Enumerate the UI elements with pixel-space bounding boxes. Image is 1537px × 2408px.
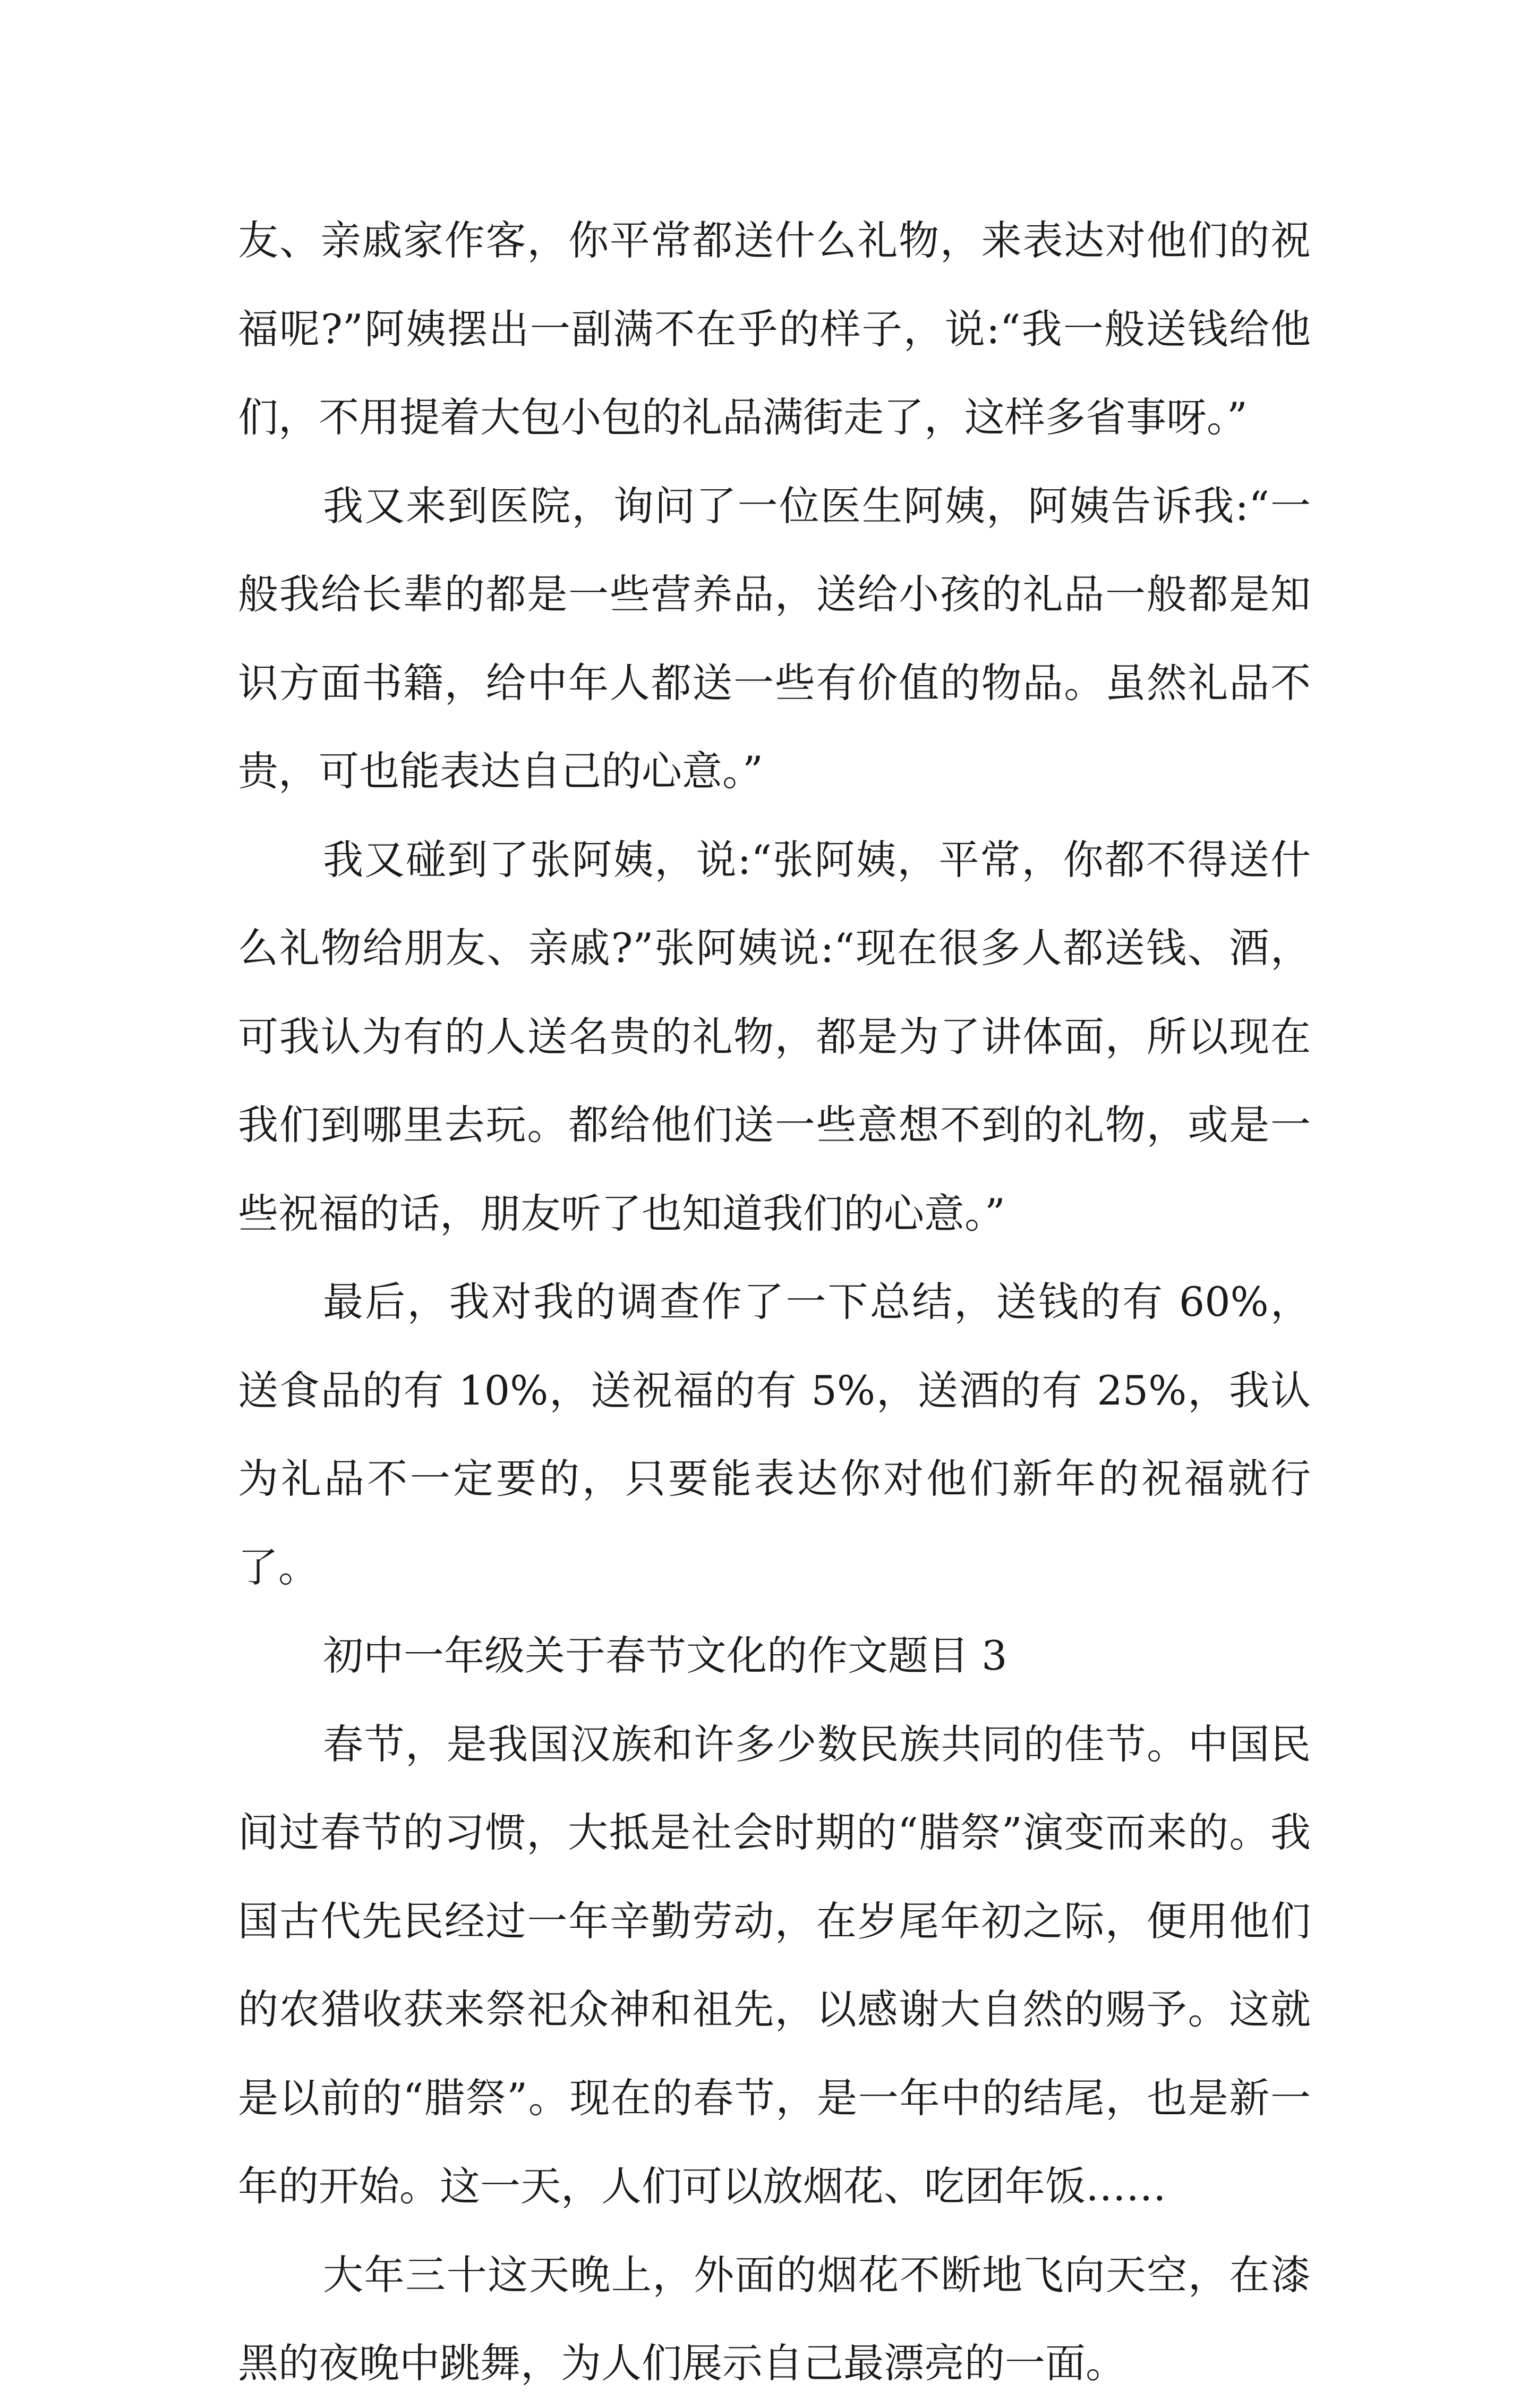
paragraph-survey-summary: 最后，我对我的调查作了一下总结，送钱的有 60%，送食品的有 10%，送祝福的有 5%，送酒的有 25%，我认为礼品不一定要的，只要能表达你对他们新年的祝福就行了。 — [238, 1278, 1311, 1591]
essay-heading: 初中一年级关于春节文化的作文题目 3 — [323, 1632, 1007, 1679]
paragraph-aunt-zhang: 我又碰到了张阿姨，说:“张阿姨，平常，你都不得送什么礼物给朋友、亲戚?”张阿姨说:“现在很多人都送钱、酒，可我认为有的人送名贵的礼物，都是为了讲体面，所以现在我们到哪里去玩。都给他们送一些意想不到的礼物，或是一些祝福的话，朋友听了也知道我们的心意。” — [238, 836, 1311, 1237]
paragraph-hospital-visit: 我又来到医院，询问了一位医生阿姨，阿姨告诉我:“一般我给长辈的都是一些营养品，送给小孩的礼品一般都是知识方面书籍，给中年人都送一些有价值的物品。虽然礼品不贵，可也能表达自己的心意。” — [238, 482, 1311, 795]
paragraph-spring-festival-origin: 春节，是我国汉族和许多少数民族共同的佳节。中国民间过春节的习惯，大抵是社会时期的“腊祭”演变而来的。我国古代先民经过一年辛勤劳动，在岁尾年初之际，便用他们的农猎收获来祭祀众神和祖先，以感谢大自然的赐予。这就是以前的“腊祭”。现在的春节，是一年中的结尾，也是新一年的开始。这一天，人们可以放烟花、吃团年饭…… — [238, 1720, 1311, 2210]
paragraph-continued-dialogue: 友、亲戚家作客，你平常都送什么礼物，来表达对他们的祝福呢?”阿姨摆出一副满不在乎的样子，说:“我一般送钱给他们，不用提着大包小包的礼品满街走了，这样多省事呀。” — [238, 217, 1311, 441]
paragraph-new-years-eve: 大年三十这天晚上，外面的烟花不断地飞向天空，在漆黑的夜晚中跳舞，为人们展示自己最漂亮的一面。 — [238, 2251, 1311, 2387]
document-body — [238, 197, 1311, 2408]
